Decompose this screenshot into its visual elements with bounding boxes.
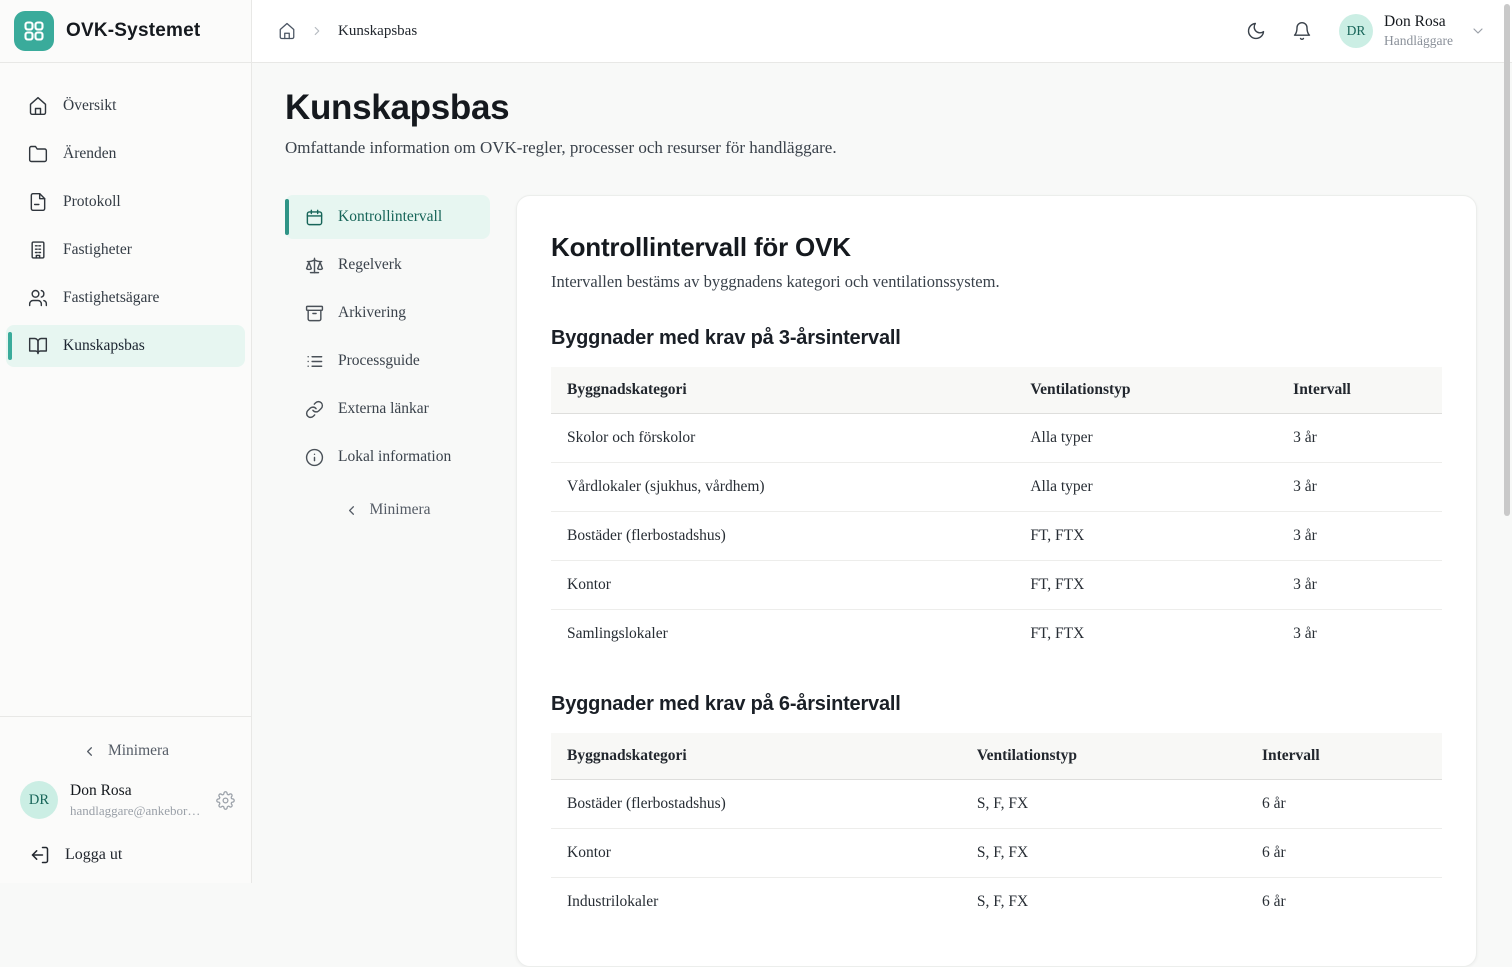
sidebar-item-label: Ärenden — [63, 145, 117, 162]
chevron-left-icon — [344, 503, 359, 518]
table-header — [551, 367, 1442, 414]
cell-interval: 3 år — [1277, 561, 1442, 610]
moon-icon — [1246, 21, 1266, 41]
logout-label: Logga ut — [65, 846, 123, 863]
cell-ventilation: Alla typer — [1014, 414, 1277, 463]
user-email: handlaggare@ankebor… — [70, 802, 201, 818]
page-content — [252, 63, 1512, 967]
table-row — [551, 780, 1442, 829]
table-row — [551, 414, 1442, 463]
cell-ventilation: FT, FTX — [1014, 561, 1277, 610]
sidebar-item-fastighetsagare[interactable] — [6, 277, 245, 319]
sidebar-item-fastigheter[interactable] — [6, 229, 245, 271]
sidebar-item-kunskapsbas[interactable] — [6, 325, 245, 367]
breadcrumb-current: Kunskapsbas — [338, 22, 418, 39]
sidebar-footer — [0, 716, 251, 883]
cell-interval: 6 år — [1246, 780, 1442, 829]
tab-regelverk[interactable] — [285, 243, 490, 287]
sidebar — [0, 0, 252, 883]
logout-icon — [30, 845, 50, 865]
user-info — [70, 782, 200, 819]
interval-table-6-years — [551, 733, 1442, 926]
table-row — [551, 878, 1442, 927]
tab-arkivering[interactable] — [285, 291, 490, 335]
sidebar-item-label: Översikt — [63, 97, 117, 114]
book-open-icon — [28, 336, 48, 356]
table-header-row — [551, 733, 1442, 780]
cell-ventilation: FT, FTX — [1014, 512, 1277, 561]
tab-label: Processguide — [338, 352, 420, 369]
sidebar-user — [0, 771, 251, 829]
card-subtitle: Intervallen bestäms av byggnadens kategori och ventilationssystem. — [551, 272, 1000, 291]
page-subtitle: Omfattande information om OVK-regler, processer och resurser för handläggare. — [285, 138, 837, 157]
table-row — [551, 829, 1442, 878]
cell-category: Kontor — [551, 829, 961, 878]
topbar — [252, 0, 1512, 63]
breadcrumb — [278, 22, 417, 40]
avatar: DR — [20, 781, 58, 819]
sidebar-item-protokoll[interactable] — [6, 181, 245, 223]
info-icon — [305, 448, 324, 467]
sidebar-item-label: Protokoll — [63, 193, 121, 210]
column-header: Ventilationstyp — [1014, 367, 1277, 414]
chevron-left-icon — [82, 744, 97, 759]
cell-category: Bostäder (flerbostadshus) — [551, 512, 1014, 561]
chevron-down-icon — [1470, 23, 1486, 39]
user-menu[interactable] — [1339, 13, 1486, 49]
topbar-actions — [1229, 12, 1486, 50]
sidebar-minimize-button[interactable] — [0, 731, 251, 771]
cell-interval: 3 år — [1293, 625, 1317, 642]
page-title: Kunskapsbas — [285, 88, 510, 127]
interval-table-3-years — [551, 367, 1442, 658]
cell-interval: 6 år — [1261, 893, 1286, 910]
minimize-label: Minimera — [369, 501, 431, 518]
column-header: Ventilationstyp — [961, 733, 1246, 780]
grid-icon — [22, 19, 46, 43]
tab-label: Kontrollintervall — [338, 208, 443, 225]
avatar: DR — [1339, 14, 1373, 48]
tabs-minimize-button[interactable] — [285, 491, 490, 529]
sidebar-header — [0, 0, 251, 63]
sidebar-item-label: Fastigheter — [63, 241, 132, 258]
cell-interval: 6 år — [1246, 829, 1442, 878]
cell-interval: 3 år — [1277, 512, 1442, 561]
sidebar-item-oversikt[interactable] — [6, 85, 245, 127]
tab-processguide[interactable] — [285, 339, 490, 383]
gear-icon[interactable] — [216, 791, 235, 810]
sidebar-nav — [0, 63, 251, 716]
folder-icon — [28, 144, 48, 164]
column-header: Intervall — [1246, 733, 1442, 780]
chevron-right-icon — [310, 24, 324, 38]
cell-ventilation: Alla typer — [1014, 463, 1277, 512]
cell-category: Skolor och förskolor — [551, 414, 1014, 463]
section-title-6-years: Byggnader med krav på 6-årsintervall — [551, 693, 901, 715]
users-icon — [28, 288, 48, 308]
table-row — [551, 561, 1442, 610]
table-header-row — [551, 367, 1442, 414]
tab-label: Externa länkar — [338, 400, 429, 417]
calendar-icon — [305, 208, 324, 227]
cell-category: Kontor — [551, 561, 1014, 610]
cell-interval: 3 år — [1277, 414, 1442, 463]
cell-ventilation: S, F, FX — [961, 780, 1246, 829]
table-row — [551, 610, 1442, 659]
cell-ventilation: FT, FTX — [1030, 625, 1085, 642]
tab-kontrollintervall[interactable] — [285, 195, 490, 239]
cell-interval: 3 år — [1277, 463, 1442, 512]
cell-category: Bostäder (flerbostadshus) — [551, 780, 961, 829]
cell-ventilation: S, F, FX — [961, 829, 1246, 878]
archive-icon — [305, 304, 324, 323]
bell-icon — [1292, 21, 1312, 41]
sidebar-item-label: Fastighetsägare — [63, 289, 160, 306]
knowledge-card — [516, 195, 1477, 967]
table-row — [551, 463, 1442, 512]
tab-label: Arkivering — [338, 304, 407, 321]
dark-mode-toggle[interactable] — [1237, 12, 1275, 50]
notifications-button[interactable] — [1283, 12, 1321, 50]
app-logo — [14, 11, 54, 51]
user-role: Handläggare — [1384, 33, 1453, 48]
cell-ventilation: S, F, FX — [976, 893, 1029, 910]
tab-label: Regelverk — [338, 256, 402, 273]
scales-icon — [305, 256, 324, 275]
list-icon — [305, 352, 324, 371]
user-meta — [1384, 13, 1453, 49]
knowledge-layout — [285, 195, 1477, 967]
cell-category: Samlingslokaler — [567, 625, 668, 642]
sidebar-item-label: Kunskapsbas — [63, 337, 145, 354]
user-name: Don Rosa — [1384, 13, 1446, 30]
table-header — [551, 733, 1442, 780]
user-name: Don Rosa — [70, 781, 132, 799]
main-area — [252, 0, 1512, 910]
home-icon[interactable] — [278, 22, 296, 40]
document-icon — [28, 192, 48, 212]
section-title-3-years: Byggnader med krav på 3-årsintervall — [551, 327, 901, 349]
link-icon — [305, 400, 324, 419]
home-icon — [28, 96, 48, 116]
column-header: Byggnadskategori — [551, 367, 1014, 414]
tab-lokal-information[interactable] — [285, 435, 490, 479]
cell-category: Industrilokaler — [567, 893, 659, 910]
cell-category: Vårdlokaler (sjukhus, vårdhem) — [551, 463, 1014, 512]
sidebar-item-arenden[interactable] — [6, 133, 245, 175]
brand-name: OVK-Systemet — [66, 20, 201, 41]
card-title: Kontrollintervall för OVK — [551, 232, 851, 262]
logout-button[interactable] — [0, 829, 251, 865]
column-header: Intervall — [1277, 367, 1442, 414]
building-icon — [28, 240, 48, 260]
column-header: Byggnadskategori — [551, 733, 961, 780]
minimize-label: Minimera — [107, 742, 170, 759]
table-row — [551, 512, 1442, 561]
knowledge-tabs — [285, 195, 490, 529]
page-scrollbar[interactable] — [1504, 4, 1510, 516]
tab-label: Lokal information — [338, 448, 452, 465]
tab-externa-lankar[interactable] — [285, 387, 490, 431]
